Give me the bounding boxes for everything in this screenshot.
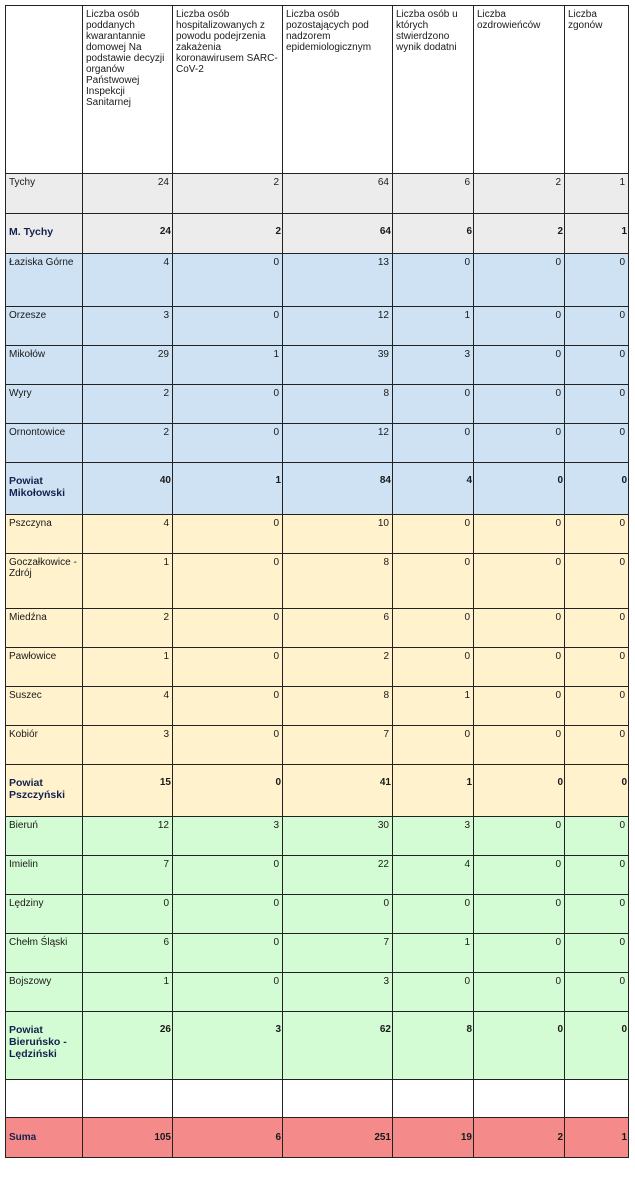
row-label: Powiat Mikołowski: [6, 463, 83, 515]
value-cell: 0: [565, 687, 629, 726]
value-cell: 0: [565, 307, 629, 346]
value-cell: 1: [173, 463, 283, 515]
value-cell: 0: [565, 765, 629, 817]
value-cell: 0: [393, 648, 474, 687]
header-cell-deaths: Liczba zgonów: [565, 6, 629, 174]
value-cell: 13: [283, 254, 393, 307]
value-cell: 0: [83, 895, 173, 934]
value-cell: 0: [474, 856, 565, 895]
value-cell: 0: [474, 554, 565, 609]
value-cell: 0: [393, 895, 474, 934]
value-cell: 6: [393, 214, 474, 254]
value-cell: 0: [565, 554, 629, 609]
value-cell: [474, 1080, 565, 1118]
row-label: Wyry: [6, 385, 83, 424]
value-cell: 3: [83, 726, 173, 765]
value-cell: 0: [565, 895, 629, 934]
value-cell: [83, 1080, 173, 1118]
value-cell: 0: [474, 934, 565, 973]
value-cell: 0: [474, 687, 565, 726]
value-cell: 2: [474, 1118, 565, 1158]
value-cell: 1: [393, 934, 474, 973]
value-cell: 2: [83, 609, 173, 648]
value-cell: 0: [565, 726, 629, 765]
row-label: Imielin: [6, 856, 83, 895]
value-cell: 3: [393, 817, 474, 856]
row-label: [6, 1080, 83, 1118]
value-cell: 6: [283, 609, 393, 648]
table-row: [6, 609, 629, 648]
value-cell: 105: [83, 1118, 173, 1158]
total-row: [6, 1118, 629, 1158]
row-label: Lędziny: [6, 895, 83, 934]
value-cell: 1: [83, 973, 173, 1012]
blank-row: [6, 1080, 629, 1118]
value-cell: 0: [474, 346, 565, 385]
row-label: Pawłowice: [6, 648, 83, 687]
value-cell: 0: [565, 515, 629, 554]
value-cell: 0: [393, 254, 474, 307]
value-cell: 0: [565, 934, 629, 973]
value-cell: 4: [393, 856, 474, 895]
value-cell: 251: [283, 1118, 393, 1158]
row-label: Mikołów: [6, 346, 83, 385]
value-cell: 0: [173, 856, 283, 895]
value-cell: 0: [393, 515, 474, 554]
value-cell: 0: [173, 609, 283, 648]
table-body: [6, 174, 629, 1158]
row-label: Bojszowy: [6, 973, 83, 1012]
table-row: [6, 554, 629, 609]
table-row: [6, 817, 629, 856]
value-cell: 0: [173, 726, 283, 765]
row-label: Orzesze: [6, 307, 83, 346]
table-row: [6, 648, 629, 687]
value-cell: 12: [283, 307, 393, 346]
value-cell: 1: [83, 648, 173, 687]
table-row: [6, 424, 629, 463]
value-cell: 84: [283, 463, 393, 515]
header-cell-region: [6, 6, 83, 174]
value-cell: 0: [173, 307, 283, 346]
subtotal-row: [6, 214, 629, 254]
table-row: [6, 934, 629, 973]
value-cell: 1: [565, 214, 629, 254]
table-row: [6, 687, 629, 726]
header-cell-recovered: Liczba ozdrowieńców: [474, 6, 565, 174]
table-row: [6, 973, 629, 1012]
value-cell: 26: [83, 1012, 173, 1080]
value-cell: 8: [283, 554, 393, 609]
value-cell: 0: [474, 307, 565, 346]
value-cell: 40: [83, 463, 173, 515]
value-cell: 0: [173, 687, 283, 726]
value-cell: 6: [393, 174, 474, 214]
value-cell: 7: [83, 856, 173, 895]
value-cell: 7: [283, 726, 393, 765]
value-cell: 10: [283, 515, 393, 554]
value-cell: 4: [83, 687, 173, 726]
value-cell: 0: [565, 424, 629, 463]
table-row: [6, 307, 629, 346]
table-row: [6, 385, 629, 424]
table-row: [6, 726, 629, 765]
row-label: Powiat Bieruńsko - Lędziński: [6, 1012, 83, 1080]
value-cell: [173, 1080, 283, 1118]
covid-statistics-table: [5, 5, 629, 1158]
value-cell: 2: [173, 214, 283, 254]
value-cell: 3: [283, 973, 393, 1012]
value-cell: 6: [173, 1118, 283, 1158]
value-cell: 0: [565, 856, 629, 895]
value-cell: 0: [474, 609, 565, 648]
header-cell-supervision: Liczba osób pozostających pod nadzorem epidemiologicznym: [283, 6, 393, 174]
value-cell: 1: [173, 346, 283, 385]
value-cell: 64: [283, 214, 393, 254]
value-cell: 2: [83, 385, 173, 424]
value-cell: 4: [83, 254, 173, 307]
value-cell: 2: [83, 424, 173, 463]
value-cell: 3: [173, 817, 283, 856]
value-cell: 0: [474, 973, 565, 1012]
header-row: [6, 6, 629, 174]
row-label: Łaziska Górne: [6, 254, 83, 307]
value-cell: 2: [173, 174, 283, 214]
table-row: [6, 856, 629, 895]
value-cell: [283, 1080, 393, 1118]
value-cell: 4: [83, 515, 173, 554]
row-label: Tychy: [6, 174, 83, 214]
value-cell: 12: [283, 424, 393, 463]
row-label: Goczałkowice - Zdrój: [6, 554, 83, 609]
value-cell: 0: [173, 895, 283, 934]
value-cell: 0: [283, 895, 393, 934]
value-cell: 0: [474, 1012, 565, 1080]
row-label: Kobiór: [6, 726, 83, 765]
table-row: [6, 254, 629, 307]
value-cell: 0: [393, 385, 474, 424]
value-cell: 22: [283, 856, 393, 895]
value-cell: 0: [474, 424, 565, 463]
value-cell: 15: [83, 765, 173, 817]
value-cell: 0: [474, 726, 565, 765]
value-cell: 0: [565, 346, 629, 385]
value-cell: 0: [565, 817, 629, 856]
value-cell: 2: [283, 648, 393, 687]
value-cell: 8: [283, 385, 393, 424]
header-cell-positive: Liczba osób u których stwierdzono wynik dodatni: [393, 6, 474, 174]
value-cell: 0: [173, 934, 283, 973]
value-cell: 0: [565, 648, 629, 687]
value-cell: 0: [173, 648, 283, 687]
value-cell: 4: [393, 463, 474, 515]
value-cell: 8: [393, 1012, 474, 1080]
value-cell: 0: [474, 385, 565, 424]
value-cell: 3: [173, 1012, 283, 1080]
value-cell: 0: [565, 254, 629, 307]
subtotal-row: [6, 765, 629, 817]
value-cell: 29: [83, 346, 173, 385]
value-cell: 0: [474, 895, 565, 934]
value-cell: 2: [474, 174, 565, 214]
value-cell: 62: [283, 1012, 393, 1080]
value-cell: 0: [474, 463, 565, 515]
value-cell: 30: [283, 817, 393, 856]
value-cell: [565, 1080, 629, 1118]
value-cell: 0: [173, 515, 283, 554]
row-label: Suma: [6, 1118, 83, 1158]
value-cell: 39: [283, 346, 393, 385]
value-cell: 0: [393, 726, 474, 765]
value-cell: 0: [173, 254, 283, 307]
table-row: [6, 174, 629, 214]
value-cell: 0: [565, 1012, 629, 1080]
value-cell: 41: [283, 765, 393, 817]
value-cell: 24: [83, 214, 173, 254]
value-cell: 12: [83, 817, 173, 856]
value-cell: 0: [565, 609, 629, 648]
value-cell: 1: [83, 554, 173, 609]
value-cell: 8: [283, 687, 393, 726]
subtotal-row: [6, 1012, 629, 1080]
value-cell: 7: [283, 934, 393, 973]
row-label: Pszczyna: [6, 515, 83, 554]
value-cell: 0: [474, 254, 565, 307]
value-cell: 0: [474, 817, 565, 856]
value-cell: 0: [173, 424, 283, 463]
table-row: [6, 346, 629, 385]
value-cell: 1: [393, 307, 474, 346]
value-cell: 0: [565, 385, 629, 424]
row-label: Powiat Pszczyński: [6, 765, 83, 817]
value-cell: 1: [565, 174, 629, 214]
row-label: Bieruń: [6, 817, 83, 856]
header-cell-hospitalized: Liczba osób hospitalizowanych z powodu podejrzenia zakażenia koronawirusem SARC-CoV-2: [173, 6, 283, 174]
value-cell: 0: [474, 648, 565, 687]
value-cell: 0: [393, 554, 474, 609]
value-cell: 1: [393, 687, 474, 726]
value-cell: 0: [565, 973, 629, 1012]
row-label: Ornontowice: [6, 424, 83, 463]
header-cell-quarantine: Liczba osób poddanych kwarantannie domowej Na podstawie decyzji organów Państwowej Inspekcji Sanitarnej: [83, 6, 173, 174]
value-cell: 24: [83, 174, 173, 214]
value-cell: 6: [83, 934, 173, 973]
value-cell: 19: [393, 1118, 474, 1158]
value-cell: 0: [474, 515, 565, 554]
value-cell: 0: [173, 554, 283, 609]
row-label: Miedźna: [6, 609, 83, 648]
value-cell: 0: [393, 424, 474, 463]
value-cell: 0: [173, 385, 283, 424]
value-cell: 64: [283, 174, 393, 214]
value-cell: 2: [474, 214, 565, 254]
table-row: [6, 895, 629, 934]
value-cell: 1: [565, 1118, 629, 1158]
subtotal-row: [6, 463, 629, 515]
value-cell: 0: [393, 609, 474, 648]
row-label: M. Tychy: [6, 214, 83, 254]
table-row: [6, 515, 629, 554]
value-cell: 0: [173, 765, 283, 817]
value-cell: 0: [393, 973, 474, 1012]
value-cell: 3: [393, 346, 474, 385]
value-cell: 0: [565, 463, 629, 515]
value-cell: 3: [83, 307, 173, 346]
value-cell: 1: [393, 765, 474, 817]
row-label: Suszec: [6, 687, 83, 726]
value-cell: 0: [173, 973, 283, 1012]
value-cell: [393, 1080, 474, 1118]
row-label: Chełm Śląski: [6, 934, 83, 973]
value-cell: 0: [474, 765, 565, 817]
